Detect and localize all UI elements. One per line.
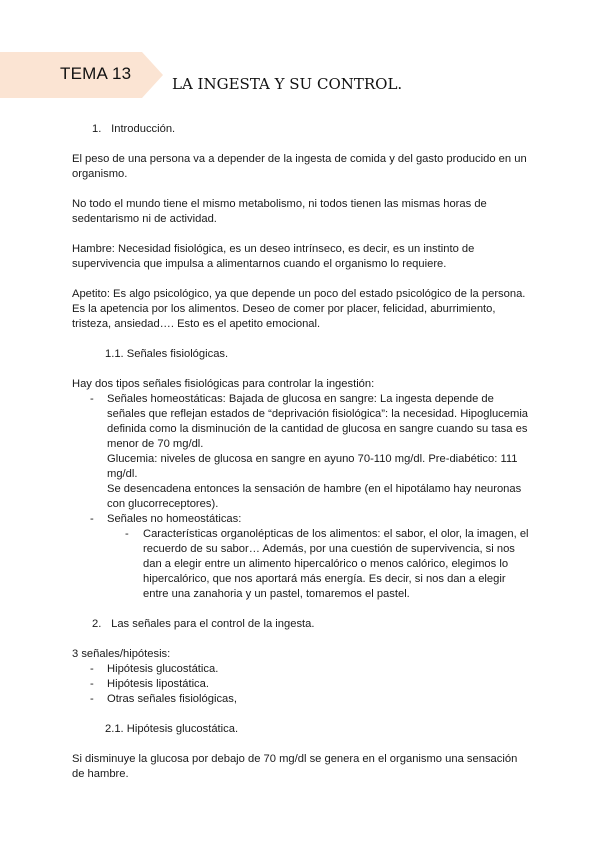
list-item-text: - Señales no homeostáticas:: [107, 513, 242, 525]
paragraph: Si disminuye la glucosa por debajo de 70 mg/dl se genera en el organismo una sensación de hambre.: [72, 753, 518, 780]
paragraph: Apetito: Es algo psicológico, ya que depende un poco del estado psicológico de la persona. Es la apetencia por los alimentos. Deseo de comer por placer, felicidad, aburrimiento, tristeza, ansiedad…. Esto es el apetito emocional.: [72, 288, 526, 330]
signal-list: [72, 392, 532, 602]
document-body: [72, 122, 532, 797]
section-number: 2.: [92, 618, 102, 630]
list-item: - Hipótesis glucostática.: [72, 662, 532, 677]
sub-list: [107, 527, 532, 602]
paragraph: No todo el mundo tiene el mismo metabolismo, ni todos tienen las mismas horas de sedentarismo ni de actividad.: [72, 198, 487, 225]
paragraph: 3 señales/hipótesis:: [72, 648, 171, 660]
section-heading-2: [92, 617, 532, 632]
section-title: Las señales para el control de la ingesta.: [111, 618, 315, 630]
list-item: - Otras señales fisiológicas,: [72, 692, 532, 707]
list-item-text: Glucemia: niveles de glucosa en sangre en ayuno 70-110 mg/dl. Pre-diabético: 111 mg/dl.: [107, 453, 518, 480]
subsection-heading-2-1: 2.1. Hipótesis glucostática.: [105, 723, 239, 735]
section-title: Introducción.: [111, 123, 176, 135]
chapter-tag: TEMA 13: [60, 64, 132, 83]
list-item-text: - Señales homeostáticas: Bajada de glucosa en sangre: La ingesta depende de señales que reflejan estados de “deprivación fisiológica”: la necesidad. Hipoglucemia definida como la disminución de la cantidad de glucosa en sangre cuando su tasa es menor de 70 mg/dl.: [107, 393, 529, 450]
list-item: [72, 392, 532, 512]
list-item: [72, 512, 532, 602]
section-number: 1.: [92, 123, 102, 135]
paragraph: Hambre: Necesidad fisiológica, es un deseo intrínseco, es decir, es un instinto de supervivencia que impulsa a alimentarnos cuando el organismo lo requiere.: [72, 243, 475, 270]
hypothesis-list: [72, 662, 532, 707]
sub-list-item: - Características organolépticas de los alimentos: el sabor, el olor, la imagen, el recuerdo de su sabor… Además, por una cuestión de supervivencia, si nos dan a elegir entre un alimento hipercalórico o menos calórico, elegimos lo hipercalórico, que nos aportará más energía. Es decir, si nos dan a elegir entre una zanahoria y un pastel, tomaremos el pastel.: [107, 527, 532, 602]
paragraph: El peso de una persona va a depender de la ingesta de comida y del gasto producido en un organismo.: [72, 153, 527, 180]
paragraph: Hay dos tipos señales fisiológicas para controlar la ingestión:: [72, 378, 375, 390]
list-item-text: Se desencadena entonces la sensación de hambre (en el hipotálamo hay neuronas con glucorreceptores).: [107, 483, 522, 510]
subsection-heading-1-1: 1.1. Señales fisiológicas.: [105, 348, 229, 360]
section-heading-1: [92, 122, 532, 137]
page-title: LA INGESTA Y SU CONTROL.: [172, 75, 403, 93]
list-item: - Hipótesis lipostática.: [72, 677, 532, 692]
